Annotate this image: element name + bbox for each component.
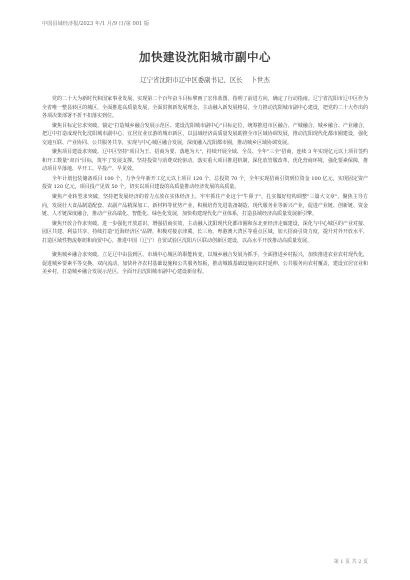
page-number: 第 1 页 共 2 页 <box>333 559 368 565</box>
article-byline: 辽宁省沈阳市辽中区委副书记、区长 卜世杰 <box>140 76 270 84</box>
article-title: 加快建设沈阳城市副中心 <box>139 50 271 64</box>
article-paragraph: 聚焦产业转型求突破。坚持把发展经济的着力点放在实体经济上，牢牢抓住产业这个"牛鼻子"，扎实做好结构调整"三篇大文章"，聚焦主导方向，发展壮大食品制造配套、农副产品精深加工、新材料等优势产业，积极培育先进装备制造、现代服务业等新兴产业，促进产业链、创新链、资金链、人才链深度融合，推动产业高端化、智能化、绿色化发展，加快构建现代化产业体系，打造县域经济高质量发展新引擎。 <box>42 194 368 218</box>
article-paragraph: 全年计划包装储备项目 100 个，力争全年新开工亿元以上项目 120 个，总投资 70 个，全年实现招商引资到位资金 100 亿元，实现固定资产投资 120 亿元，项目投产见效 50 个，切实以项目建设的高质量推动经济发展的高质量。 <box>42 175 368 191</box>
article-paragraph: 聚焦开放合作求突破。进一步强化开放意识，增强招商实效，主动融入沈阳现代化都市圈和东北亚经济走廊建设，深化与中心城区的产业对接、园区共建、利益共享，持续打造"近海经济区"品牌，积极对接京津冀、长三角、粤港澳大湾区等重点区域，加大招商引资力度，提升对外开放水平，打造区域性物流枢纽和商贸中心，推进中国（辽宁）自贸试验区沈阳片区联动创新区建设，以高水平开放推动高质量发展。 <box>42 220 368 244</box>
newspaper-header: 中国县域经济报/2023 年/1 月/9 日/第 001 版 <box>42 21 150 27</box>
article-paragraph: 聚焦城乡融合求突破。立足辽中由县到区、市域中心城区的职能转变，以城乡融合发展为抓手，全面推进乡村振兴，加快推进农业农村现代化，促进城乡要素平等交换、双向流动，加快补齐农村基础设施和公共服务短板，推动城镇基础设施向农村延伸、公共服务向农村覆盖，建设宜居宜业和美乡村，打造城乡融合发展示范区，全面开启沈阳城市副中心建设新征程。 <box>42 252 368 276</box>
article-paragraph: 聚焦目标定位求突破。锚定"打造城乡融合发展示范区、建设沈阳城市副中心"目标定位，统筹推进市区融合、产城融合、城乡融合、产业融合，把辽中打造成现代化沈阳城市副中心、宜居宜业宜游的城市新区，以县域经济高质量发展助推全市区域协调发展，推动沈阳现代化都市圈建设，强化交通互联、产业协同、公共服务共享，实现与中心城区融合发展，深度融入沈阳都市圈，推动城乡区域协调发展。 <box>42 122 368 146</box>
article-body <box>42 95 368 277</box>
article-paragraph: 聚焦项目建设求突破。辽中区坚持"项目为王、招商为要、落地为大"，持续开展全域、全员、全年"三全"招商，连续 3 年实现亿元以上项目签约和开工数量"双百"目标，筑牢了发展支撑。坚持投资与消费双轮驱动，落实重大项目推进机制，深化放管服改革，优化营商环境，强化要素保障，推动项目早落地、早开工、早投产、早见效。 <box>42 149 368 173</box>
article-paragraph: 党的二十大为新时代和国家事业发展、实现第二个百年奋斗目标擘画了宏伟蓝图、指明了前进方向，确定了行动指南。辽宁省沈阳市辽中区作为全省唯一整县转区的城区，全面推进高质量发展，全面贯彻新发展理念，主动融入新发展格局，全力推动沈阳城市副中心建设，把党的二十大作出的各项决策部署不折不扣落实到位。 <box>42 96 368 120</box>
